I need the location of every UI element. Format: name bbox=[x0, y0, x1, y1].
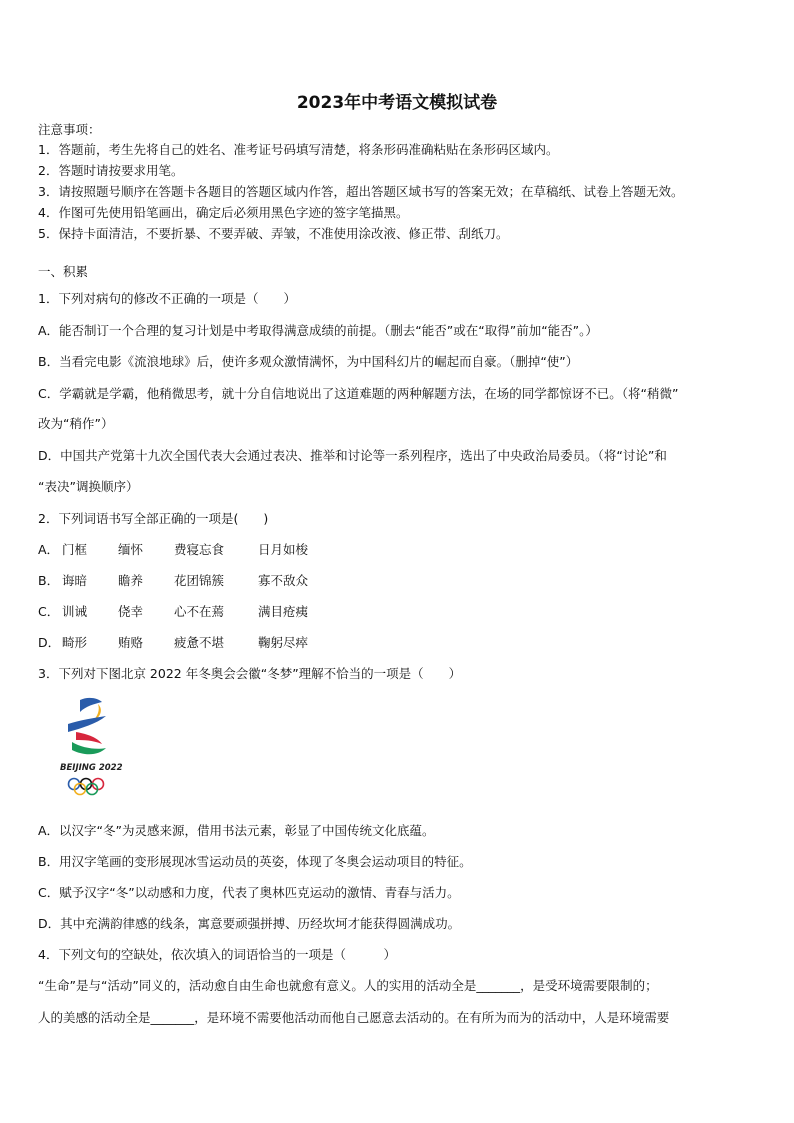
beijing-2022-emblem bbox=[58, 694, 128, 800]
question-1-option-c-cont: 改为“稍作”） bbox=[38, 416, 114, 431]
emblem-stroke-blue-mid bbox=[68, 716, 106, 732]
question-3-option-b: B．用汉字笔画的变形展现冰雪运动员的英姿，体现了冬奥会运动项目的特征。 bbox=[38, 854, 472, 869]
question-4-passage-line: “生命”是与“活动”同义的，活动愈自由生命也就愈有意义。人的实用的活动全是_______，是受环境需要限制的； bbox=[38, 978, 658, 993]
question-1-option-c: C．学霸就是学霸，他稍微思考，就十分自信地说出了这道难题的两种解题方法，在场的同学都惊讶不已。（将“稍微” bbox=[38, 386, 679, 401]
notice-item: 1．答题前，考生先将自己的姓名、准考证号码填写清楚，将条形码准确粘贴在条形码区域内。 bbox=[38, 142, 559, 157]
notice-item: 3．请按照题号顺序在答题卡各题目的答题区域内作答，超出答题区域书写的答案无效；在草稿纸、试卷上答题无效。 bbox=[38, 184, 684, 199]
question-2-stem: 2．下列词语书写全部正确的一项是( ) bbox=[38, 511, 269, 526]
question-1-option-d-cont: “表决”调换顺序） bbox=[38, 479, 139, 494]
option-word: 训诫 bbox=[62, 604, 88, 619]
option-word: 侥幸 bbox=[118, 604, 144, 619]
option-word: 门框 bbox=[62, 542, 88, 557]
option-word: 满目疮痍 bbox=[258, 604, 309, 619]
olympic-rings-icon bbox=[69, 779, 104, 795]
option-word: 瞻养 bbox=[118, 573, 144, 588]
question-1-option-d: D．中国共产党第十九次全国代表大会通过表决、推举和讨论等一系列程序，选出了中央政治局委员。（将“讨论”和 bbox=[38, 448, 667, 463]
option-word: 花团锦簇 bbox=[174, 573, 225, 588]
option-label: C． bbox=[38, 604, 60, 619]
notice-item: 5．保持卡面清洁，不要折暴、不要弄破、弄皱，不准使用涂改液、修正带、刮纸刀。 bbox=[38, 226, 509, 241]
section-heading: 一、积累 bbox=[38, 264, 89, 279]
question-1-stem: 1．下列对病句的修改不正确的一项是（ ） bbox=[38, 291, 296, 306]
page-title: 2023年中考语文模拟试卷 bbox=[296, 93, 498, 113]
option-word: 日月如梭 bbox=[258, 542, 309, 557]
option-label: A． bbox=[38, 542, 60, 557]
option-word: 疲惫不堪 bbox=[174, 635, 225, 650]
question-3-option-d: D．其中充满韵律感的线条，寓意要顽强拼搏、历经坎坷才能获得圆满成功。 bbox=[38, 916, 461, 931]
question-3-option-a: A．以汉字“冬”为灵感来源，借用书法元素，彰显了中国传统文化底蕴。 bbox=[38, 823, 435, 838]
option-word: 寡不敌众 bbox=[258, 573, 309, 588]
notice-heading: 注意事项： bbox=[38, 122, 101, 137]
option-word: 畸形 bbox=[62, 635, 88, 650]
question-3-stem: 3．下列对下图北京 2022 年冬奥会会徽“冬梦”理解不恰当的一项是（ ） bbox=[38, 666, 462, 681]
question-4-passage-line: 人的美感的活动全是_______，是环境不需要他活动而他自己愿意去活动的。在有所为而为的活动中，人是环境需要 bbox=[38, 1010, 670, 1025]
option-word: 鞠躬尽瘁 bbox=[258, 635, 309, 650]
question-1-option-a: A．能否制订一个合理的复习计划是中考取得满意成绩的前提。（删去“能否”或在“取得”前加“能否”。） bbox=[38, 323, 598, 338]
question-4-stem: 4．下列文句的空缺处，依次填入的词语恰当的一项是（ ） bbox=[38, 947, 396, 962]
emblem-text: BEIJING 2022 bbox=[60, 763, 123, 773]
notice-item: 2．答题时请按要求用笔。 bbox=[38, 163, 184, 178]
emblem-stroke-green bbox=[72, 742, 106, 754]
option-label: D． bbox=[38, 635, 61, 650]
option-word: 诲暗 bbox=[62, 573, 88, 588]
option-word: 心不在蔫 bbox=[174, 604, 225, 619]
option-word: 费寝忘食 bbox=[174, 542, 225, 557]
option-word: 贿赂 bbox=[118, 635, 144, 650]
question-3-option-c: C．赋予汉字“冬”以动感和力度，代表了奥林匹克运动的激情、青春与活力。 bbox=[38, 885, 460, 900]
question-1-option-b: B．当看完电影《流浪地球》后，使许多观众激情满怀，为中国科幻片的崛起而自豪。（删掉“使”） bbox=[38, 354, 579, 369]
option-label: B． bbox=[38, 573, 60, 588]
emblem-stroke-red bbox=[76, 732, 102, 744]
option-word: 缅怀 bbox=[118, 542, 144, 557]
notice-item: 4．作图可先使用铅笔画出，确定后必须用黑色字迹的签字笔描黑。 bbox=[38, 205, 409, 220]
